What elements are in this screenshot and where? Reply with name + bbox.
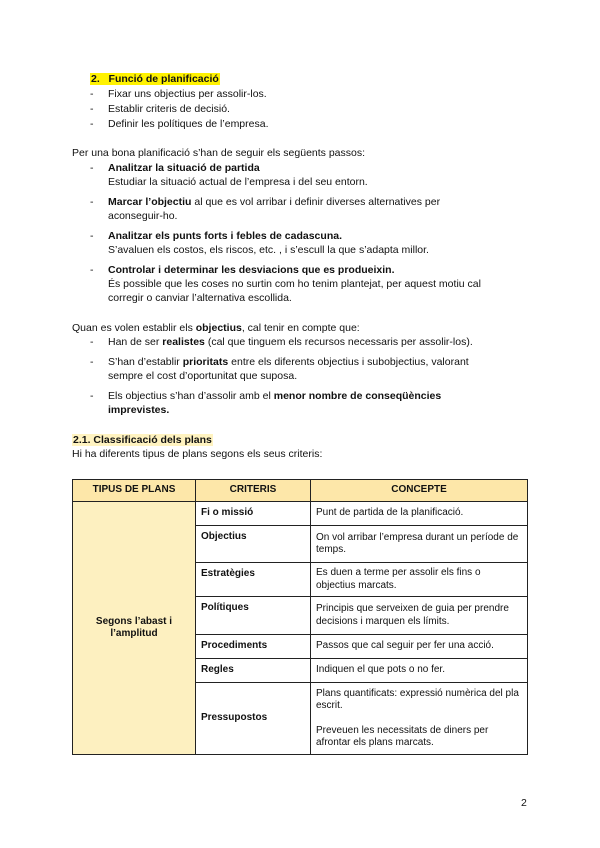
step-text-rest: al que es vol arribar i definir diverses alternatives per — [191, 196, 441, 208]
plans-table — [72, 479, 528, 755]
text-bold: realistes — [162, 336, 205, 348]
concepte-cell: Es duen a terme per assolir els fins o objectius marcats. — [311, 563, 528, 597]
criteri-cell: Polítiques — [196, 597, 311, 635]
paragraph — [72, 321, 360, 335]
step-title: Controlar i determinar les desviacions que es produeixin. — [108, 264, 395, 276]
header-criteris: CRITERIS — [196, 480, 311, 502]
paragraph: Per una bona planificació s’han de seguir els següents passos: — [72, 147, 366, 159]
step-text: És possible que les coses no surtin com ho tenim plantejat, per aquest motiu cal — [108, 278, 481, 290]
text: Els objectius s’han d’assolir amb el — [108, 390, 274, 402]
section-heading — [90, 72, 220, 86]
section-title: Funció de planificació — [108, 73, 219, 85]
criteri-cell: Estratègies — [196, 563, 311, 597]
list-dash: - — [90, 336, 94, 348]
objective-text: sempre el cost d’oportunitat que suposa. — [108, 370, 298, 382]
list-dash: - — [90, 196, 94, 208]
concepte-text: Preveuen les necessitats de diners per afrontar els plans marcats. — [316, 724, 489, 748]
list-item: - — [90, 103, 94, 115]
text: S’han d’establir — [108, 356, 183, 368]
step-title: Analitzar la situació de partida — [108, 162, 260, 174]
objective-text — [108, 355, 469, 369]
list-item: - — [90, 88, 94, 100]
list-item-text: Definir les polítiques de l’empresa. — [108, 118, 269, 130]
step-title: Analitzar els punts forts i febles de cadascuna. — [108, 230, 342, 242]
header-tipus: TIPUS DE PLANS — [73, 480, 196, 502]
subsection-heading — [72, 433, 213, 447]
subsection-title: 2.1. Classificació dels plans — [73, 434, 212, 446]
list-item-text: Establir criteris de decisió. — [108, 103, 230, 115]
list-dash: - — [90, 264, 94, 276]
text: (cal que tinguem els recursos necessaris per assolir-los). — [204, 336, 473, 348]
text: , cal tenir en compte que: — [241, 322, 360, 334]
list-item-text: Fixar uns objectius per assolir-los. — [108, 88, 267, 100]
objective-text — [108, 335, 473, 349]
step-text: Estudiar la situació actual de l’empresa i del seu entorn. — [108, 176, 368, 188]
concepte-cell: Passos que cal seguir per fer una acció. — [311, 635, 528, 659]
criteri-cell: Regles — [196, 659, 311, 683]
section-number: 2. — [91, 73, 100, 85]
step-text — [108, 195, 440, 209]
criteri-cell: Fi o missió — [196, 502, 311, 526]
text: Quan es volen establir els — [72, 322, 196, 334]
concepte-cell: Indiquen el que pots o no fer. — [311, 659, 528, 683]
concepte-cell — [311, 683, 528, 755]
concepte-cell: Punt de partida de la planificació. — [311, 502, 528, 526]
step-text: S’avaluen els costos, els riscos, etc. , i s’escull la que s’adapta millor. — [108, 244, 429, 256]
objective-text: imprevistes. — [108, 404, 170, 416]
list-dash: - — [90, 390, 94, 402]
criteri-cell: Procediments — [196, 635, 311, 659]
group-cell: Segons l’abast i l’amplitud — [73, 502, 196, 755]
text-bold: objectius — [195, 322, 242, 334]
concepte-cell: Principis que serveixen de guia per prendre decisions i marquen els límits. — [311, 597, 528, 635]
step-title: Marcar l’objectiu — [108, 196, 192, 208]
list-dash: - — [90, 162, 94, 174]
table-header-row — [73, 480, 528, 502]
table-row — [73, 502, 528, 526]
criteri-cell: Pressupostos — [196, 683, 311, 755]
concepte-text: Plans quantificats: expressió numèrica del pla escrit. — [316, 687, 519, 711]
list-item: - — [90, 118, 94, 130]
list-dash: - — [90, 230, 94, 242]
objective-text — [108, 389, 441, 403]
criteri-cell: Objectius — [196, 526, 311, 563]
paragraph: Hi ha diferents tipus de plans segons els seus criteris: — [72, 448, 323, 460]
step-text: aconseguir-ho. — [108, 210, 178, 222]
list-dash: - — [90, 356, 94, 368]
text-bold: prioritats — [182, 356, 229, 368]
text: entre els diferents objectius i subobjectius, valorant — [228, 356, 469, 368]
text-bold: menor nombre de conseqüències — [273, 390, 442, 402]
text: Han de ser — [108, 336, 163, 348]
concepte-cell: On vol arribar l’empresa durant un període de temps. — [311, 526, 528, 563]
header-concepte: CONCEPTE — [311, 480, 528, 502]
page-number: 2 — [521, 797, 527, 809]
step-text: corregir o canviar l’alternativa escollida. — [108, 292, 292, 304]
